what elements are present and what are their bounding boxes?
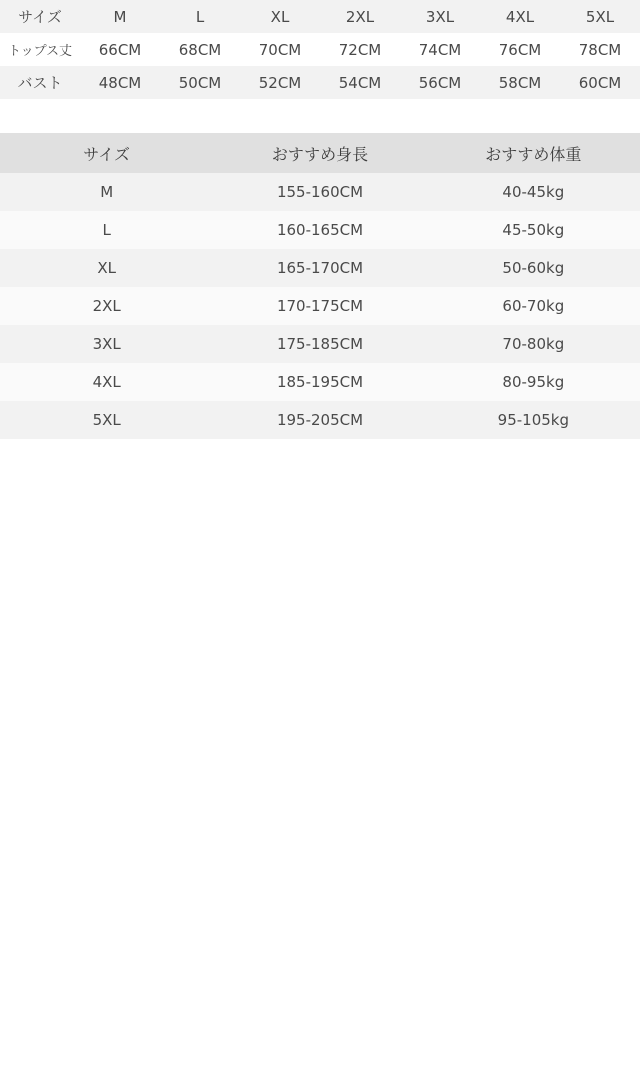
measurement-cell: 3XL [400,0,480,33]
weight-cell: 40-45kg [427,173,640,211]
height-cell: 170-175CM [213,287,426,325]
table-row [0,66,640,99]
weight-cell: 80-95kg [427,363,640,401]
table-row [0,33,640,66]
measurement-cell: 60CM [560,66,640,99]
measurement-cell: 50CM [160,66,240,99]
measurement-cell: 56CM [400,66,480,99]
measurement-row-label: トップス丈 [0,33,80,66]
table-header-row [0,133,640,173]
size-cell: 4XL [0,363,213,401]
weight-cell: 45-50kg [427,211,640,249]
measurement-cell: 5XL [560,0,640,33]
measurement-cell: 54CM [320,66,400,99]
weight-cell: 95-105kg [427,401,640,439]
table-row [0,401,640,439]
height-cell: 165-170CM [213,249,426,287]
column-header-height: おすすめ身長 [213,133,426,173]
measurement-cell: XL [240,0,320,33]
weight-cell: 60-70kg [427,287,640,325]
recommendation-table [0,133,640,439]
table-row [0,249,640,287]
height-cell: 195-205CM [213,401,426,439]
measurement-cell: 52CM [240,66,320,99]
table-row [0,363,640,401]
column-header-weight: おすすめ体重 [427,133,640,173]
page-bottom-space [0,439,640,1079]
size-cell: 2XL [0,287,213,325]
measurement-table [0,0,640,99]
table-row [0,0,640,33]
size-cell: M [0,173,213,211]
measurement-cell: 66CM [80,33,160,66]
measurement-cell: 78CM [560,33,640,66]
size-cell: XL [0,249,213,287]
measurement-cell: 48CM [80,66,160,99]
size-cell: L [0,211,213,249]
measurement-cell: 4XL [480,0,560,33]
table-row [0,211,640,249]
measurement-cell: M [80,0,160,33]
measurement-cell: 76CM [480,33,560,66]
height-cell: 175-185CM [213,325,426,363]
column-header-size: サイズ [0,133,213,173]
section-divider [0,99,640,133]
table-row [0,287,640,325]
size-cell: 5XL [0,401,213,439]
weight-cell: 70-80kg [427,325,640,363]
size-cell: 3XL [0,325,213,363]
measurement-row-label: サイズ [0,0,80,33]
measurement-cell: 68CM [160,33,240,66]
measurement-cell: 2XL [320,0,400,33]
measurement-cell: L [160,0,240,33]
height-cell: 185-195CM [213,363,426,401]
table-row [0,325,640,363]
table-row [0,173,640,211]
measurement-cell: 74CM [400,33,480,66]
measurement-cell: 70CM [240,33,320,66]
measurement-cell: 72CM [320,33,400,66]
height-cell: 160-165CM [213,211,426,249]
weight-cell: 50-60kg [427,249,640,287]
measurement-row-label: バスト [0,66,80,99]
height-cell: 155-160CM [213,173,426,211]
measurement-cell: 58CM [480,66,560,99]
